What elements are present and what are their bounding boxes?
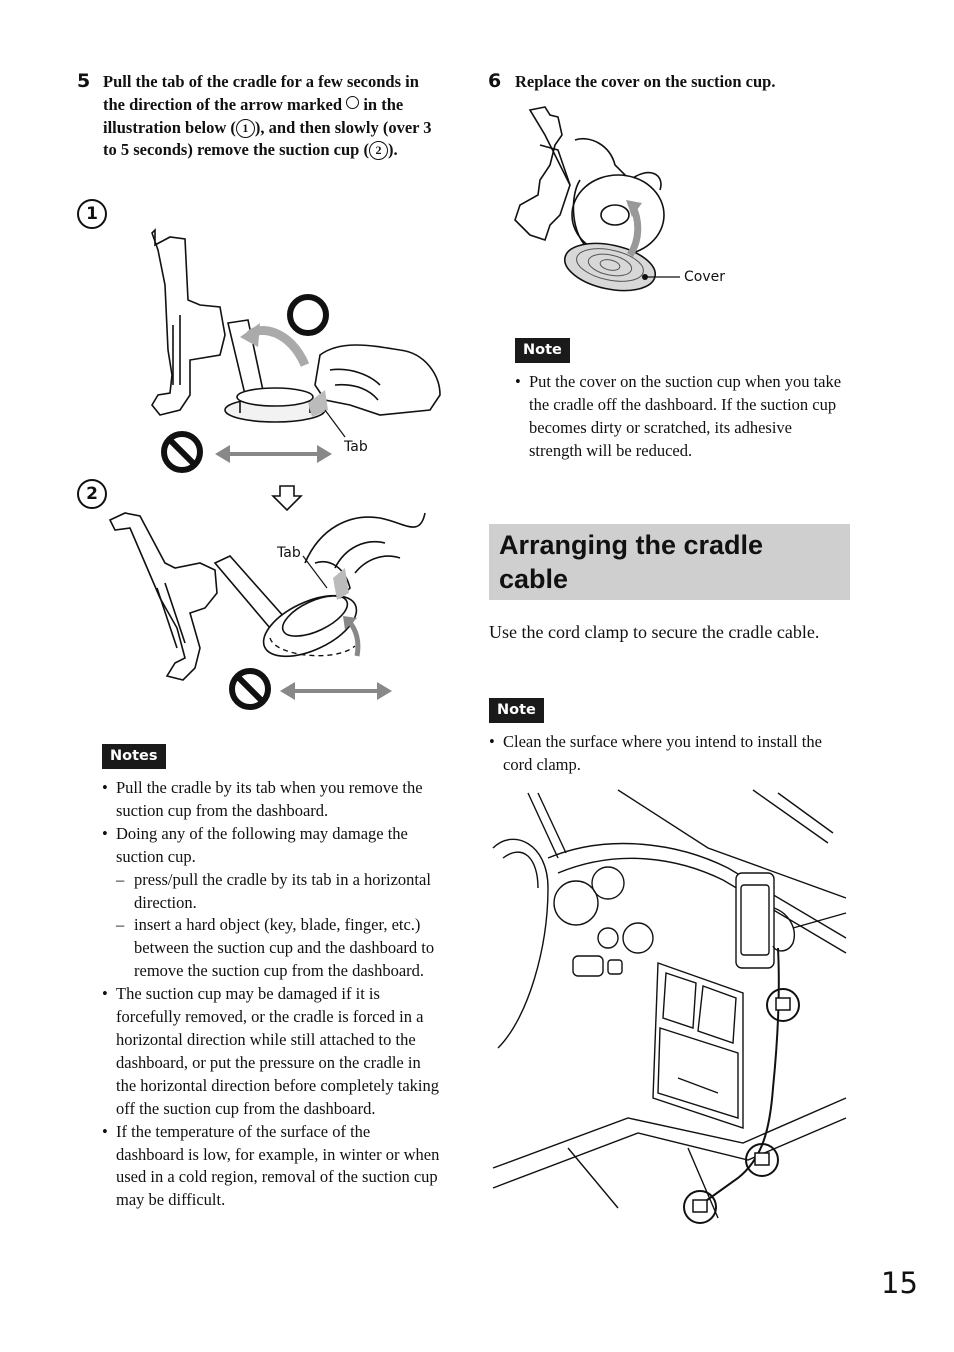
step-6-number: 6 — [488, 70, 502, 92]
circled-2-inline: 2 — [369, 141, 388, 160]
step-5-text — [103, 71, 443, 162]
step-5-text-a: Pull the tab of the cradle for a few seconds in the direction of the arrow marked — [103, 72, 419, 114]
cradle-removal-illustration-1 — [140, 225, 450, 480]
notes-tag: Notes — [102, 744, 166, 769]
step-5-text-b: in the illustration below ( — [103, 94, 404, 137]
note-tag-1: Note — [515, 338, 570, 363]
circled-1-inline: 1 — [236, 119, 255, 138]
section-intro: Use the cord clamp to secure the cradle cable. — [489, 622, 820, 642]
note-item-3: • The suction cup may be damaged if it is forcefully removed, or the cradle is forced in a horizontal direction while still attached to the dashboard, or put the pressure on the cradle in the horizontal direction before completely taking off the suction cup from the dashboard. — [102, 983, 442, 1120]
figure-label-2: 2 — [77, 479, 107, 509]
notes-list-left — [102, 777, 442, 1212]
figure-label-1: 1 — [77, 199, 107, 229]
note-item-4: • If the temperature of the surface of the dashboard is low, for example, in winter or when used in a cold region, removal of the suction cup may be difficult. — [102, 1121, 442, 1213]
note-right-2-item-1: • Clean the surface where you intend to install the cord clamp. — [489, 731, 834, 777]
note-item-2-sub-2: – insert a hard object (key, blade, finger, etc.) between the suction cup and the dashboard to remove the suction cup from the dashboard. — [116, 914, 442, 983]
note-list-right-1 — [515, 371, 845, 463]
page-number: 15 — [881, 1266, 918, 1300]
tab-label-1: Tab — [344, 439, 368, 455]
note-tag-2: Note — [489, 698, 544, 723]
cover-illustration — [510, 105, 700, 300]
step-5-number: 5 — [77, 70, 91, 92]
cradle-removal-illustration-2 — [105, 508, 445, 713]
section-heading — [489, 524, 850, 600]
section-heading-line-2: cable — [499, 564, 569, 594]
step-5-text-c: ), and then slowly (over 3 to 5 seconds) remove the suction cup ( — [103, 117, 432, 160]
direction-circle-icon — [346, 96, 359, 109]
note-item-2-text: Doing any of the following may damage the suction cup. — [116, 823, 408, 866]
dashboard-cable-illustration — [488, 788, 848, 1228]
note-item-2 — [102, 823, 442, 983]
step-5-text-d: ). — [387, 140, 398, 160]
cover-label: Cover — [684, 269, 725, 285]
tab-label-2: Tab — [277, 545, 301, 561]
note-right-1-item-1: • Put the cover on the suction cup when you take the cradle off the dashboard. If the suction cup becomes dirty or scratched, its adhesive strength will be reduced. — [515, 371, 845, 463]
note-list-right-2 — [489, 731, 834, 777]
section-heading-line-1: Arranging the cradle — [499, 530, 764, 560]
step-6-text: Replace the cover on the suction cup. — [515, 72, 776, 91]
note-item-1: • Pull the cradle by its tab when you remove the suction cup from the dashboard. — [102, 777, 442, 823]
note-item-2-sub-1: – press/pull the cradle by its tab in a horizontal direction. — [116, 869, 442, 915]
